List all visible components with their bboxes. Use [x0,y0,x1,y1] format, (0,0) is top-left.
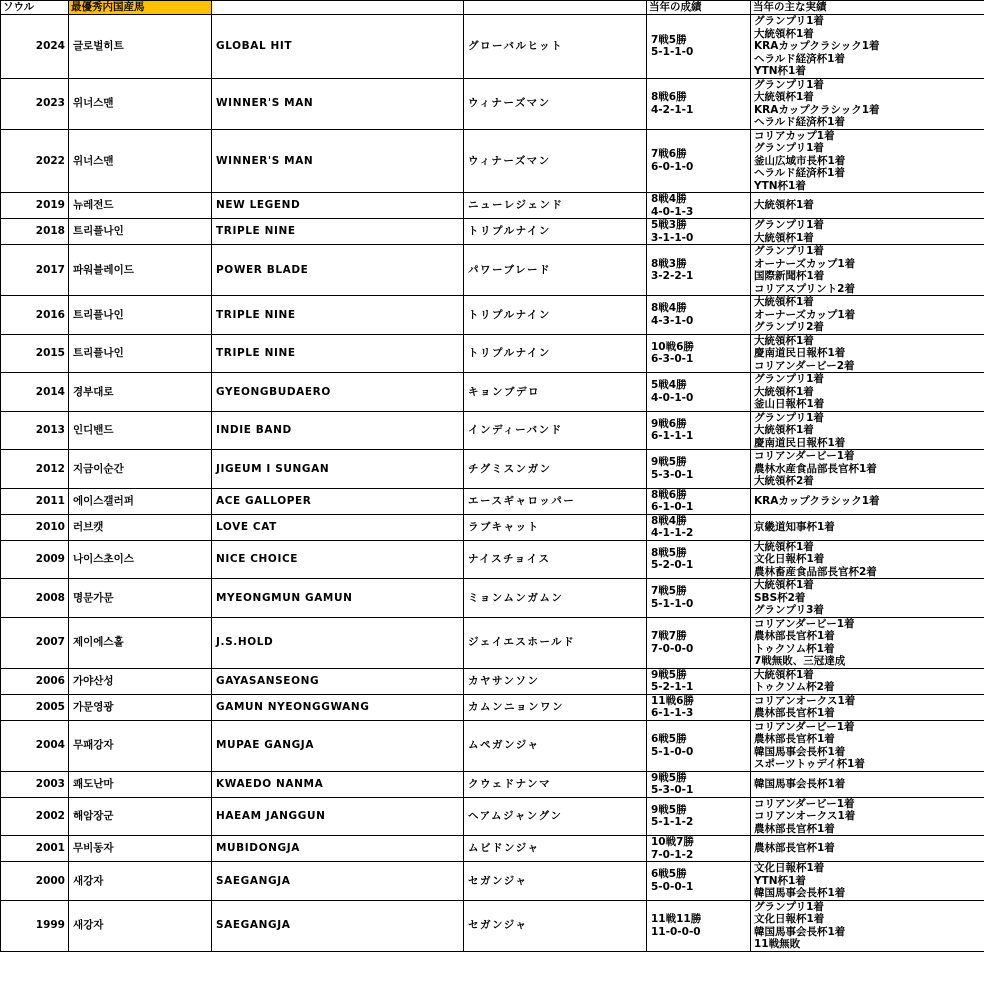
achievement-line: 韓国馬事会長杯1着 [754,745,846,758]
achievement-line: 大統領杯1着 [754,334,814,347]
record-line: 6-3-0-1 [651,353,694,366]
achievements-cell [751,488,984,514]
year-cell: 2011 [1,488,69,514]
achievement-line: YTN杯1着 [754,874,806,887]
achievement-line: グランプリ1着 [754,78,824,91]
korean-name-cell: 해암장군 [69,797,212,836]
achievement-line: ヘラルド経済杯1着 [754,116,845,128]
english-name-cell: J.S.HOLD [212,617,464,668]
japanese-name-cell: クウェドナンマ [464,771,647,797]
record-line: 7戦5勝 [651,33,687,46]
year-cell: 1999 [1,900,69,951]
record-line: 5戦3勝 [651,219,687,231]
korean-name-cell: 위너스맨 [69,129,212,193]
achievement-line: グランプリ1着 [754,411,824,424]
record-cell [647,219,751,245]
year-cell: 2016 [1,296,69,335]
record-line: 11-0-0-0 [651,925,701,938]
table-row [1,797,984,836]
english-name-cell: INDIE BAND [212,411,464,450]
year-cell: 2005 [1,694,69,720]
record-cell [647,771,751,797]
achievement-line: コリアンダービー1着 [754,720,855,733]
table-row [1,334,984,373]
achievements-cell [751,193,984,219]
achievement-line: 慶南道民日報杯1着 [754,347,846,359]
year-cell: 2002 [1,797,69,836]
japanese-name-cell: トリプルナイン [464,219,647,245]
english-name-cell: MYEONGMUN GAMUN [212,579,464,618]
achievement-line: 大統領杯1着 [754,668,814,681]
year-cell: 2006 [1,668,69,694]
achievement-line: 農林部長官杯1着 [754,630,835,642]
table-row [1,296,984,335]
year-cell: 2017 [1,245,69,296]
record-line: 8戦6勝 [651,91,687,103]
record-line: 6戦5勝 [651,868,687,881]
record-line: 11戦11勝 [651,913,702,925]
achievements-cell [751,862,984,901]
record-line: 5-2-0-1 [651,559,694,572]
year-cell: 2018 [1,219,69,245]
japanese-name-cell: カヤサンソン [464,668,647,694]
achievement-line: コリアンダービー1着 [754,797,855,810]
korean-name-cell: 트리플나인 [69,296,212,335]
record-cell [647,334,751,373]
english-name-cell: LOVE CAT [212,514,464,540]
record-line: 11戦6勝 [651,694,694,707]
table-row [1,219,984,245]
record-cell [647,15,751,79]
record-cell [647,193,751,219]
record-line: 9戦5勝 [651,771,687,784]
achievements-cell [751,296,984,335]
achievements-cell [751,668,984,694]
record-line: 6-0-1-0 [651,160,694,173]
korean-name-cell: 뉴레전드 [69,193,212,219]
record-line: 9戦5勝 [651,803,687,816]
achievement-line: 文化日報杯1着 [754,913,825,925]
korean-name-cell: 트리플나인 [69,219,212,245]
achievements-cell [751,514,984,540]
year-cell: 2013 [1,411,69,450]
english-name-cell: ACE GALLOPER [212,488,464,514]
achievement-line: 大統領杯1着 [754,540,814,553]
table-row [1,245,984,296]
achievement-line: ヘラルド経済杯1着 [754,167,845,179]
record-line: 5-2-1-1 [651,681,694,693]
record-cell [647,900,751,951]
record-line: 8戦6勝 [651,488,687,501]
year-cell: 2004 [1,720,69,771]
achievements-cell [751,540,984,579]
record-line: 8戦4勝 [651,302,687,315]
table-body [1,15,984,952]
english-name-cell: NEW LEGEND [212,193,464,219]
year-cell: 2009 [1,540,69,579]
achievement-line: オーナーズカップ1着 [754,257,856,270]
achievement-line: グランプリ1着 [754,15,824,27]
year-cell: 2014 [1,373,69,412]
achievement-line: 大統領杯1着 [754,199,814,212]
record-cell [647,797,751,836]
achievement-line: オーナーズカップ1着 [754,308,856,321]
achievements-cell [751,219,984,245]
record-line: 5戦4勝 [651,379,687,392]
achievement-line: コリアンオークス1着 [754,810,856,822]
table-row [1,540,984,579]
korean-name-cell: 러브캣 [69,514,212,540]
korean-name-cell: 트리플나인 [69,334,212,373]
achievements-cell [751,245,984,296]
record-cell [647,540,751,579]
japanese-name-cell: ニューレジェンド [464,193,647,219]
english-name-cell: KWAEDO NANMA [212,771,464,797]
record-line: 6-1-0-1 [651,501,694,513]
achievement-line: コリアンダービー2着 [754,359,855,372]
achievements-cell [751,617,984,668]
achievement-line: グランプリ1着 [754,219,824,231]
english-name-cell: TRIPLE NINE [212,219,464,245]
table-row [1,488,984,514]
record-cell [647,78,751,129]
achievement-line: 国際新聞杯1着 [754,270,825,282]
korean-name-cell: 인디밴드 [69,411,212,450]
year-cell: 2000 [1,862,69,901]
achievement-line: 韓国馬事会長杯1着 [754,777,846,790]
table-row [1,514,984,540]
record-line: 9戦6勝 [651,417,687,430]
table-row [1,771,984,797]
japanese-name-cell: グローバルヒット [464,15,647,79]
record-line: 8戦4勝 [651,193,687,205]
table-row [1,579,984,618]
achievement-line: 文化日報杯1着 [754,862,825,874]
japanese-name-cell: セガンジャ [464,900,647,951]
achievements-cell [751,15,984,79]
english-name-cell: WINNER'S MAN [212,129,464,193]
english-name-cell: MUBIDONGJA [212,836,464,862]
table-row [1,836,984,862]
english-name-cell: GLOBAL HIT [212,15,464,79]
table-row [1,450,984,489]
korean-name-cell: 지금이순간 [69,450,212,489]
korean-name-cell: 위너스맨 [69,78,212,129]
record-line: 7戦5勝 [651,585,687,598]
achievements-cell [751,450,984,489]
table-row [1,862,984,901]
year-cell: 2024 [1,15,69,79]
table-row [1,617,984,668]
record-line: 5-0-0-1 [651,880,694,893]
korean-name-cell: 명문가문 [69,579,212,618]
achievement-line: 慶南道民日報杯1着 [754,436,846,449]
header-best-domestic-horse: 最優秀内国産馬 [69,1,212,15]
achievement-line: 農林部長官杯1着 [754,733,835,745]
table-row [1,668,984,694]
record-line: 5-1-1-0 [651,46,694,59]
year-cell: 2022 [1,129,69,193]
record-cell [647,373,751,412]
header-achievements: 当年の主な実績 [751,1,984,15]
achievement-line: 文化日報杯1着 [754,553,825,565]
achievements-cell [751,694,984,720]
record-line: 8戦4勝 [651,514,687,527]
header-japanese-name [464,1,647,15]
record-line: 7-0-0-0 [651,642,694,655]
table-row [1,129,984,193]
record-line: 4-0-1-3 [651,205,694,218]
record-line: 5-1-1-0 [651,597,694,610]
english-name-cell: TRIPLE NINE [212,296,464,335]
achievement-line: グランプリ1着 [754,142,824,154]
japanese-name-cell: チグミスンガン [464,450,647,489]
achievement-line: KRAカップクラシック1着 [754,40,880,52]
record-line: 6戦5勝 [651,733,687,745]
achievement-line: 11戦無敗 [754,938,801,950]
japanese-name-cell: トリプルナイン [464,334,647,373]
year-cell: 2012 [1,450,69,489]
record-line: 4-3-1-0 [651,314,694,327]
achievement-line: KRAカップクラシック1着 [754,103,880,116]
record-line: 9戦5勝 [651,668,687,681]
achievement-line: 韓国馬事会長杯1着 [754,887,846,899]
achievements-cell [751,78,984,129]
record-cell [647,450,751,489]
japanese-name-cell: トリプルナイン [464,296,647,335]
record-line: 7-0-1-2 [651,848,694,861]
record-cell [647,411,751,450]
english-name-cell: HAEAM JANGGUN [212,797,464,836]
korean-name-cell: 제이에스홀 [69,617,212,668]
record-cell [647,579,751,618]
achievement-line: 大統領杯1着 [754,424,814,436]
japanese-name-cell: ナイスチョイス [464,540,647,579]
japanese-name-cell: カムンニョンワン [464,694,647,720]
achievement-line: 7戦無敗、三冠達成 [754,655,846,667]
japanese-name-cell: ジェイエスホールド [464,617,647,668]
record-cell [647,296,751,335]
korean-name-cell: 새강자 [69,900,212,951]
achievement-line: スポーツトゥデイ杯1着 [754,758,865,770]
table-row [1,15,984,79]
english-name-cell: NICE CHOICE [212,540,464,579]
record-cell [647,694,751,720]
korean-name-cell: 새강자 [69,862,212,901]
record-line: 6-1-1-1 [651,430,694,443]
achievement-line: 大統領杯2着 [754,475,814,487]
achievement-line: 大統領杯1着 [754,385,814,398]
achievement-line: トゥクソム杯1着 [754,642,835,655]
achievement-line: 大統領杯1着 [754,579,814,591]
korean-name-cell: 무패강자 [69,720,212,771]
english-name-cell: GYEONGBUDAERO [212,373,464,412]
achievement-line: グランプリ1着 [754,245,824,257]
record-cell [647,129,751,193]
record-line: 4-0-1-0 [651,391,694,404]
english-name-cell: MUPAE GANGJA [212,720,464,771]
record-line: 7戦7勝 [651,630,687,642]
japanese-name-cell: セガンジャ [464,862,647,901]
achievement-line: 農林畜産食品部長官杯2着 [754,565,877,578]
korean-name-cell: 에이스갤러퍼 [69,488,212,514]
japanese-name-cell: ミョンムンガムン [464,579,647,618]
record-line: 5-3-0-1 [651,468,694,481]
year-cell: 2001 [1,836,69,862]
record-line: 8戦5勝 [651,546,687,559]
achievement-line: 大統領杯1着 [754,231,814,244]
achievements-cell [751,771,984,797]
record-cell [647,514,751,540]
record-cell [647,488,751,514]
english-name-cell: JIGEUM I SUNGAN [212,450,464,489]
achievement-line: コリアンオークス1着 [754,694,856,707]
header-record: 当年の成績 [647,1,751,15]
achievement-line: KRAカップクラシック1着 [754,494,880,507]
table-row [1,193,984,219]
achievements-cell [751,836,984,862]
achievement-line: 農林部長官杯1着 [754,822,835,835]
achievement-line: コリアンダービー1着 [754,617,855,630]
table-row [1,900,984,951]
year-cell: 2015 [1,334,69,373]
japanese-name-cell: ムペガンジャ [464,720,647,771]
achievements-cell [751,797,984,836]
year-cell: 2008 [1,579,69,618]
japanese-name-cell: パワーブレード [464,245,647,296]
record-line: 4-2-1-1 [651,103,694,116]
record-line: 4-1-1-2 [651,527,694,539]
english-name-cell: SAEGANGJA [212,900,464,951]
achievement-line: トゥクソム杯2着 [754,681,835,693]
record-line: 8戦3勝 [651,257,687,270]
header-english-name [212,1,464,15]
year-cell: 2010 [1,514,69,540]
achievement-line: グランプリ3着 [754,604,824,616]
achievement-line: 農林水産食品部長官杯1着 [754,462,877,475]
achievements-cell [751,579,984,618]
record-line: 9戦5勝 [651,456,687,469]
japanese-name-cell: インディーバンド [464,411,647,450]
year-cell: 2007 [1,617,69,668]
japanese-name-cell: ウィナーズマン [464,78,647,129]
achievements-cell [751,411,984,450]
record-line: 3-1-1-0 [651,231,694,244]
korean-name-cell: 무비동자 [69,836,212,862]
record-line: 10戦7勝 [651,836,694,848]
japanese-name-cell: ラブキャット [464,514,647,540]
english-name-cell: GAYASANSEONG [212,668,464,694]
achievement-line: コリアンダービー1着 [754,450,855,462]
korean-name-cell: 가야산성 [69,668,212,694]
japanese-name-cell: エースギャロッパー [464,488,647,514]
achievement-line: 大統領杯1着 [754,91,814,103]
table-row [1,720,984,771]
record-cell [647,720,751,771]
english-name-cell: WINNER'S MAN [212,78,464,129]
achievement-line: グランプリ2着 [754,321,824,333]
header-row [1,1,984,15]
record-line: 5-3-0-1 [651,784,694,796]
header-seoul: ソウル [1,1,69,15]
japanese-name-cell: ウィナーズマン [464,129,647,193]
record-line: 5-1-1-2 [651,816,694,829]
record-line: 7戦6勝 [651,148,687,161]
japanese-name-cell: ヘアムジャングン [464,797,647,836]
achievement-line: 大統領杯1着 [754,27,814,40]
achievement-line: 韓国馬事会長杯1着 [754,925,846,938]
korean-name-cell: 파워블레이드 [69,245,212,296]
year-cell: 2023 [1,78,69,129]
korean-name-cell: 경부대로 [69,373,212,412]
achievement-line: コリアスプリント2着 [754,282,855,295]
year-cell: 2019 [1,193,69,219]
achievement-line: 釜山日報杯1着 [754,398,825,410]
english-name-cell: POWER BLADE [212,245,464,296]
english-name-cell: GAMUN NYEONGGWANG [212,694,464,720]
achievements-cell [751,900,984,951]
record-line: 6-1-1-3 [651,707,694,719]
record-line: 5-1-0-0 [651,745,694,758]
korean-name-cell: 글로벌히트 [69,15,212,79]
table-row [1,78,984,129]
korean-name-cell: 쾌도난마 [69,771,212,797]
achievement-line: 釜山広域市長杯1着 [754,154,846,167]
table-row [1,694,984,720]
achievements-cell [751,334,984,373]
achievement-line: グランプリ1着 [754,373,824,385]
achievement-line: 大統領杯1着 [754,296,814,308]
achievement-line: YTN杯1着 [754,65,806,77]
record-cell [647,245,751,296]
achievements-cell [751,373,984,412]
table-row [1,373,984,412]
record-cell [647,617,751,668]
achievement-line: SBS杯2着 [754,591,806,604]
achievement-line: コリアカップ1着 [754,129,835,142]
japanese-name-cell: ムビドンジャ [464,836,647,862]
achievement-line: YTN杯1着 [754,179,806,192]
japanese-name-cell: キョンブデロ [464,373,647,412]
achievement-line: 農林部長官杯1着 [754,842,835,855]
record-line: 3-2-2-1 [651,270,694,282]
year-cell: 2003 [1,771,69,797]
korean-name-cell: 나이스초이스 [69,540,212,579]
record-cell [647,836,751,862]
table-row [1,411,984,450]
record-cell [647,862,751,901]
achievement-line: ヘラルド経済杯1着 [754,52,845,65]
achievement-line: グランプリ1着 [754,900,824,913]
achievements-cell [751,129,984,193]
achievements-cell [751,720,984,771]
english-name-cell: SAEGANGJA [212,862,464,901]
english-name-cell: TRIPLE NINE [212,334,464,373]
record-line: 10戦6勝 [651,340,694,353]
record-cell [647,668,751,694]
achievement-line: 京畿道知事杯1着 [754,520,835,533]
korean-name-cell: 가문영광 [69,694,212,720]
achievement-line: 農林部長官杯1着 [754,707,835,719]
